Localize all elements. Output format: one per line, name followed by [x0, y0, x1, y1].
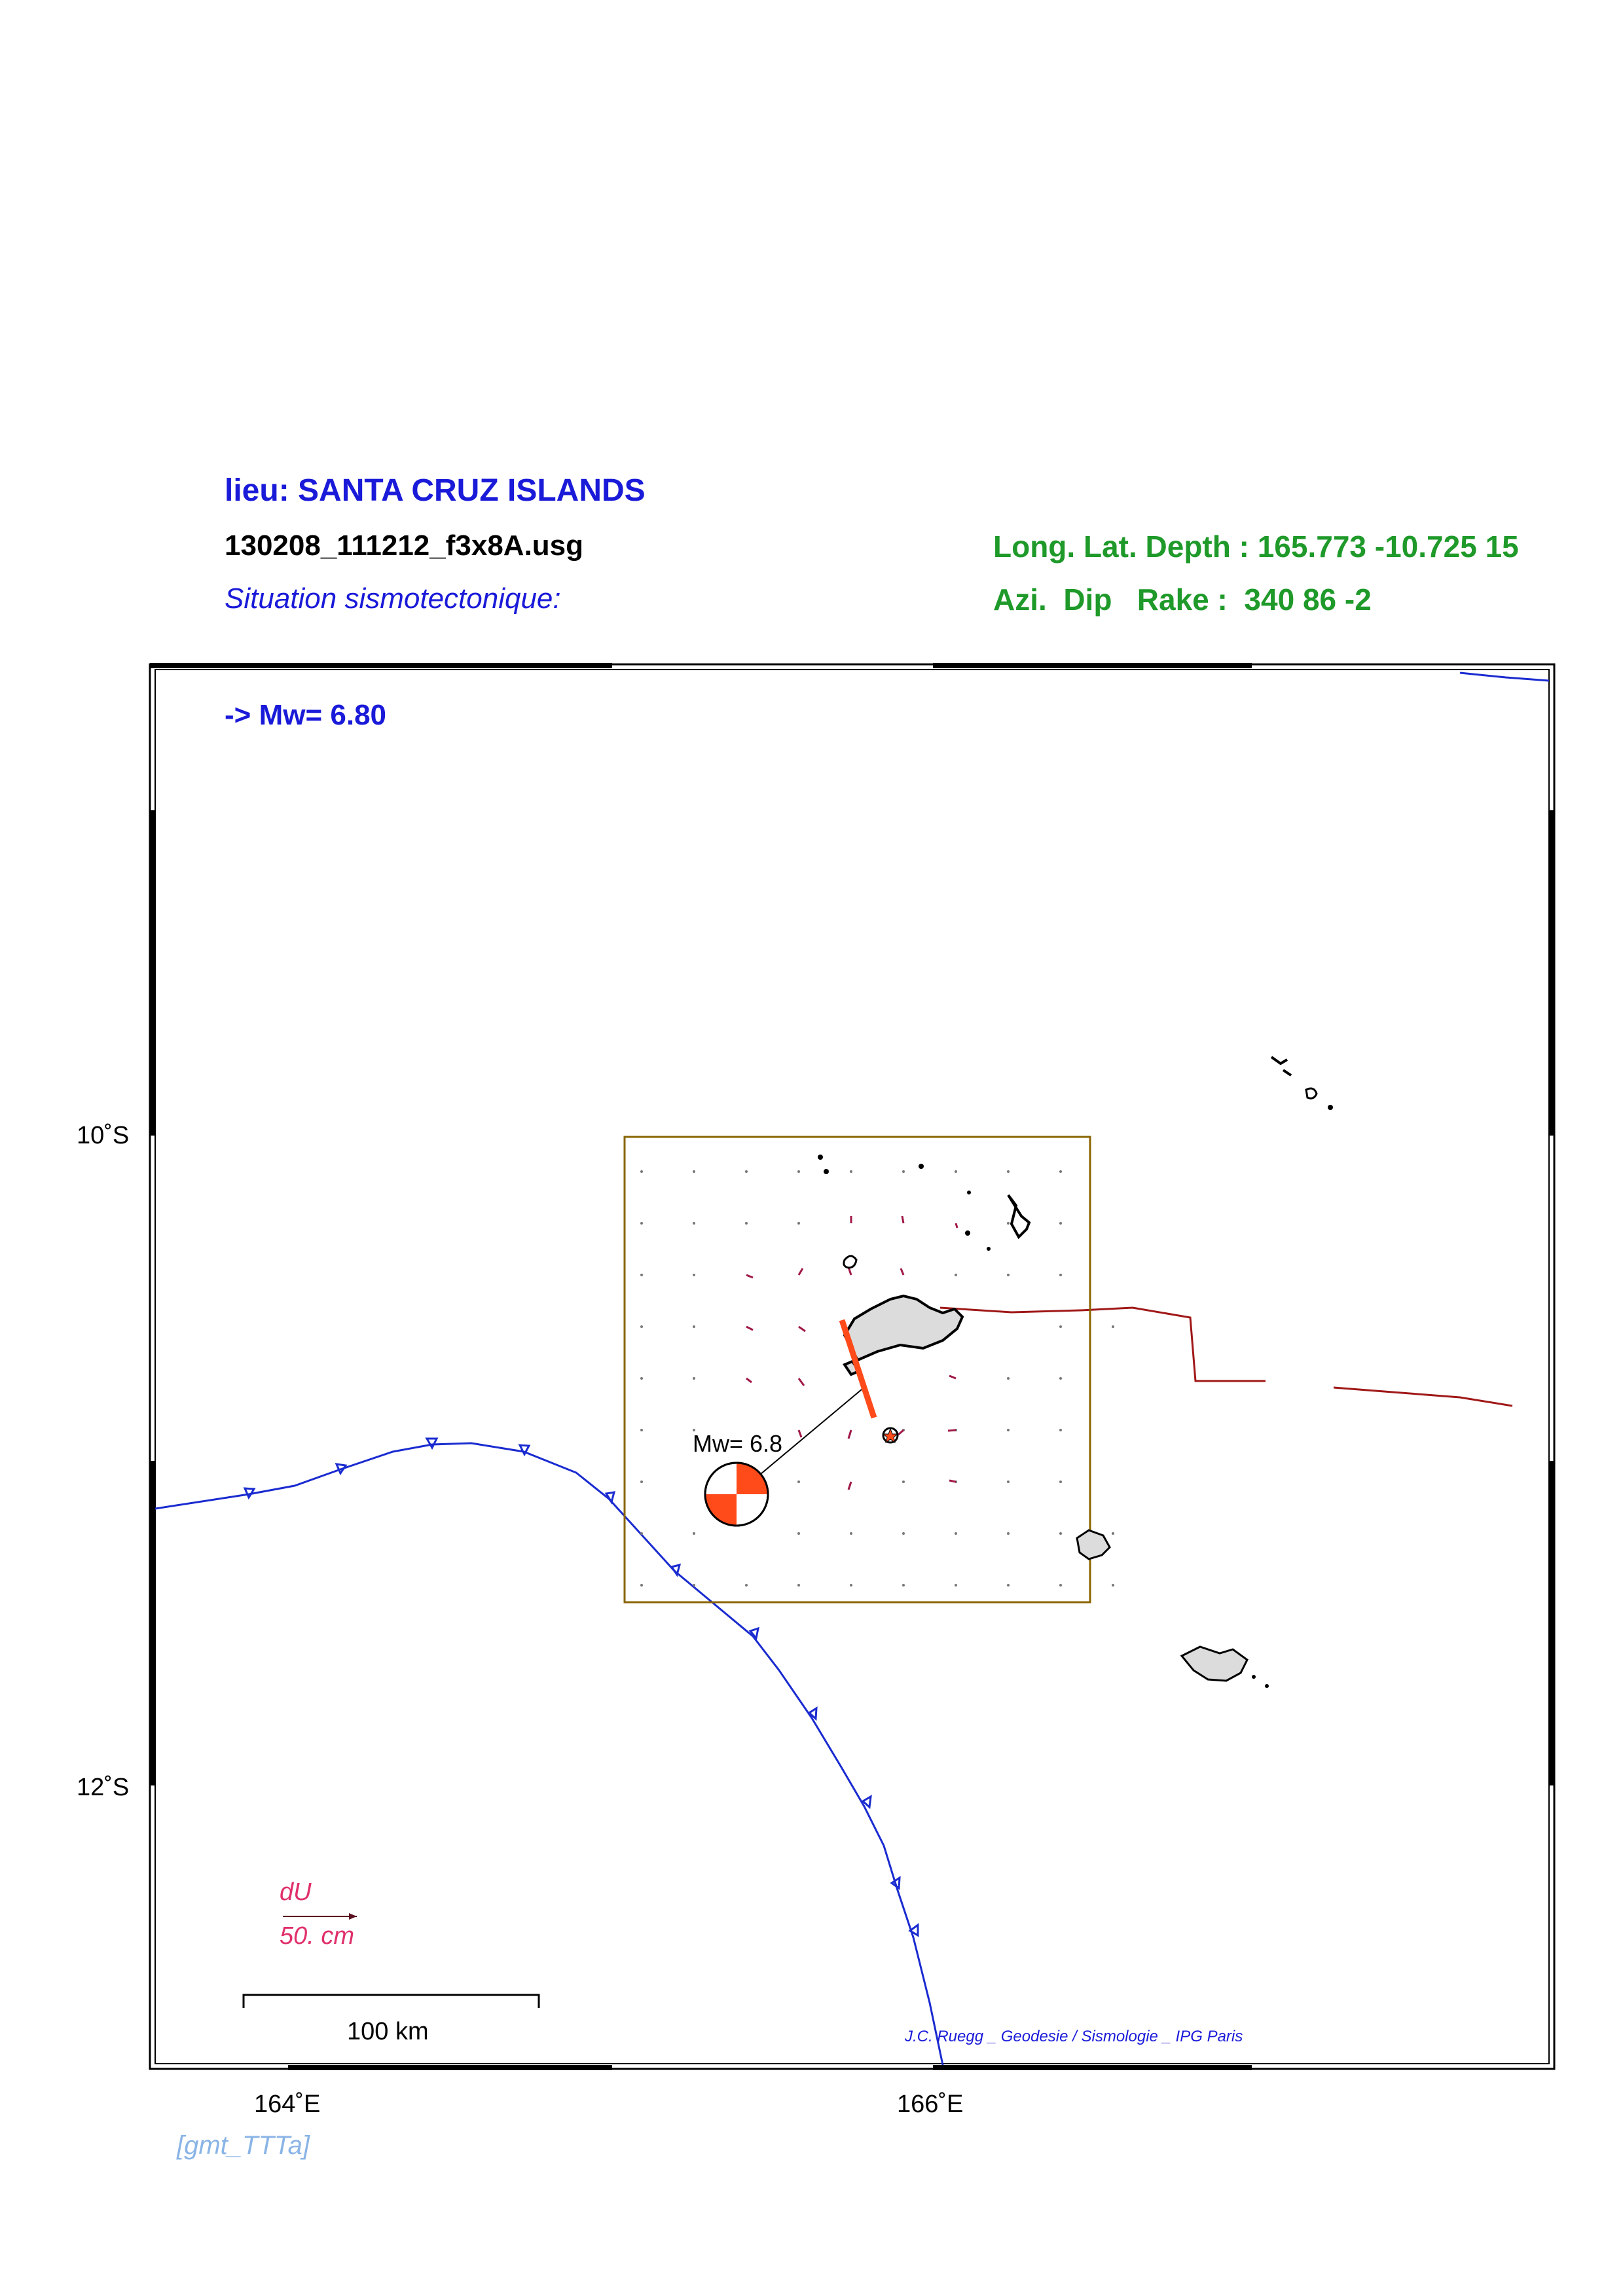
arrow-legend: [280, 1878, 357, 1950]
displacement-grid: [640, 1170, 1114, 1587]
ridge-line: [940, 1308, 1512, 1406]
file-name: 130208_111212_f3x8A.usg: [225, 529, 584, 562]
nendo-island: [845, 1296, 962, 1360]
magnitude-label: -> Mw= 6.80: [225, 699, 387, 731]
hypocenter-params: Long. Lat. Depth : 165.773 -10.725 15: [993, 529, 1519, 564]
lon-label-166e: 166˚E: [897, 2090, 964, 2118]
situation-label: Situation sismotectonique:: [225, 583, 561, 615]
lat-label-12s: 12˚S: [77, 1774, 130, 1801]
place-title: lieu: SANTA CRUZ ISLANDS: [225, 473, 646, 508]
focal-mechanism-beachball: [705, 1463, 768, 1526]
credit-text: J.C. Ruegg _ Geodesie / Sismologie _ IPG Paris: [905, 2028, 1243, 2045]
scale-bar-label: 100 km: [347, 2018, 429, 2045]
scale-bar: [244, 1995, 539, 2045]
islands: [818, 1057, 1333, 1688]
lon-label-164e: 164˚E: [254, 2090, 321, 2118]
arrow-legend-name: dU: [280, 1878, 312, 1906]
arrow-legend-value: 50. cm: [280, 1922, 355, 1950]
beachball-label: Mw= 6.8: [693, 1430, 783, 1457]
focal-mechanism-params: Azi. Dip Rake : 340 86 -2: [993, 583, 1372, 617]
lat-label-10s: 10˚S: [77, 1122, 130, 1149]
gmt-tag: [gmt_TTTa]: [177, 2131, 310, 2160]
